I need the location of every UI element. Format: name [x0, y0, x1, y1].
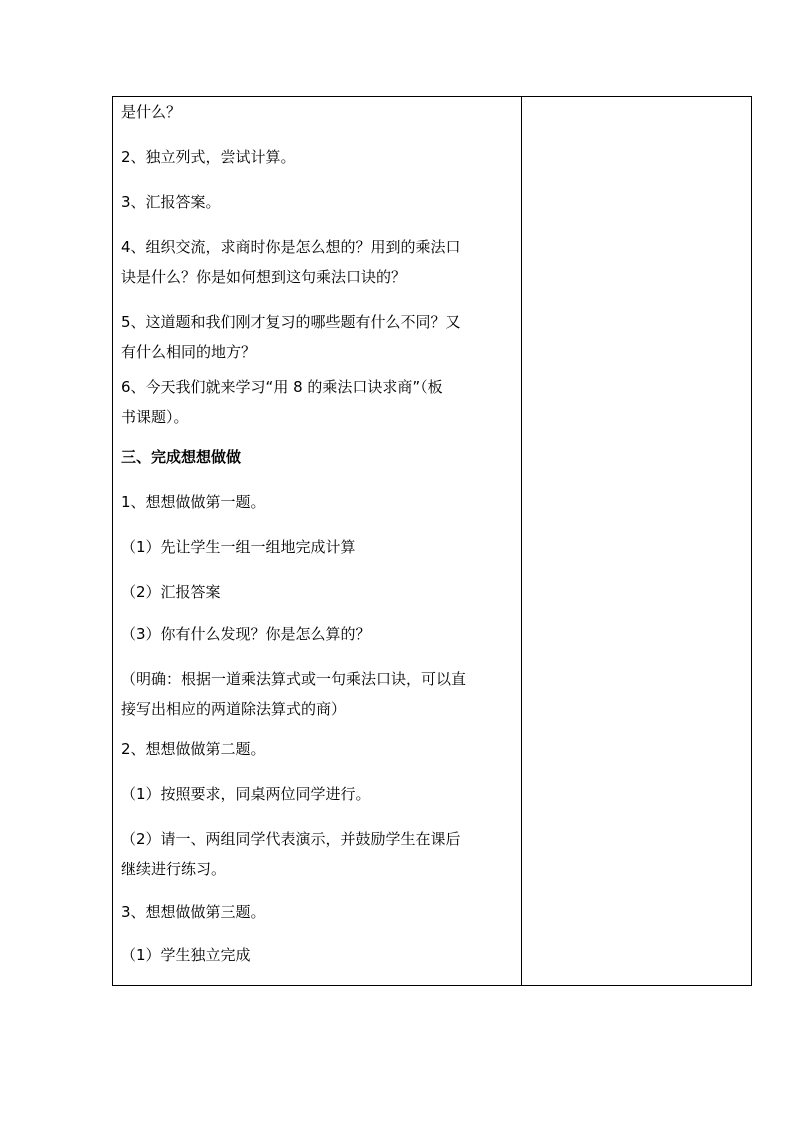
- section-heading: [121, 442, 517, 472]
- text-line: （1）先让学生一组一组地完成计算: [121, 538, 356, 556]
- text-line: 3、汇报答案。: [121, 193, 221, 211]
- text-line: 1、想想做做第一题。: [121, 493, 266, 511]
- text-line: 2、想想做做第二题。: [121, 740, 266, 758]
- text-line: 书课题）。: [121, 408, 189, 426]
- paragraph: [121, 664, 517, 724]
- text-line: 有什么相同的地方？: [121, 343, 257, 361]
- paragraph: [121, 779, 517, 809]
- text-line: 5、这道题和我们刚才复习的哪些题有什么不同？又: [121, 313, 461, 331]
- text-line: 4、组织交流，求商时你是怎么想的？用到的乘法口: [121, 238, 461, 256]
- text-line: （明确：根据一道乘法算式或一句乘法口诀，可以直: [121, 670, 467, 688]
- text-line: （1）按照要求，同桌两位同学进行。: [121, 785, 371, 803]
- lesson-content-cell: [113, 97, 521, 985]
- paragraph: [121, 532, 517, 562]
- paragraph: [121, 307, 517, 367]
- paragraph: [121, 372, 517, 432]
- paragraph: [121, 734, 517, 764]
- text-line: 2、独立列式，尝试计算。: [121, 148, 296, 166]
- paragraph: [121, 97, 517, 127]
- text-line: （1）学生独立完成: [121, 946, 251, 964]
- text-line: 3、想想做做第三题。: [121, 903, 266, 921]
- text-line: （2）汇报答案: [121, 583, 221, 601]
- paragraph: [121, 487, 517, 517]
- paragraph: [121, 577, 517, 607]
- text-line: 诀是什么？你是如何想到这句乘法口诀的？: [121, 268, 407, 286]
- text-line: （2）请一、两组同学代表演示，并鼓励学生在课后: [121, 830, 461, 848]
- paragraph: [121, 619, 517, 649]
- paragraph: [121, 897, 517, 927]
- text-line: 6、今天我们就来学习“用 8 的乘法口诀求商”（板: [121, 378, 443, 396]
- text-line: 是什么？: [121, 103, 182, 121]
- text-line: 接写出相应的两道除法算式的商）: [121, 700, 347, 718]
- paragraph: [121, 187, 517, 217]
- text-line: 继续进行练习。: [121, 860, 227, 878]
- lesson-plan-table: [112, 96, 752, 986]
- paragraph: [121, 142, 517, 172]
- paragraph: [121, 940, 517, 970]
- paragraph: [121, 824, 517, 884]
- paragraph: [121, 232, 517, 292]
- text-line: （3）你有什么发现？你是怎么算的？: [121, 625, 371, 643]
- text-line: 三、完成想想做做: [121, 448, 242, 466]
- notes-cell: [522, 97, 751, 985]
